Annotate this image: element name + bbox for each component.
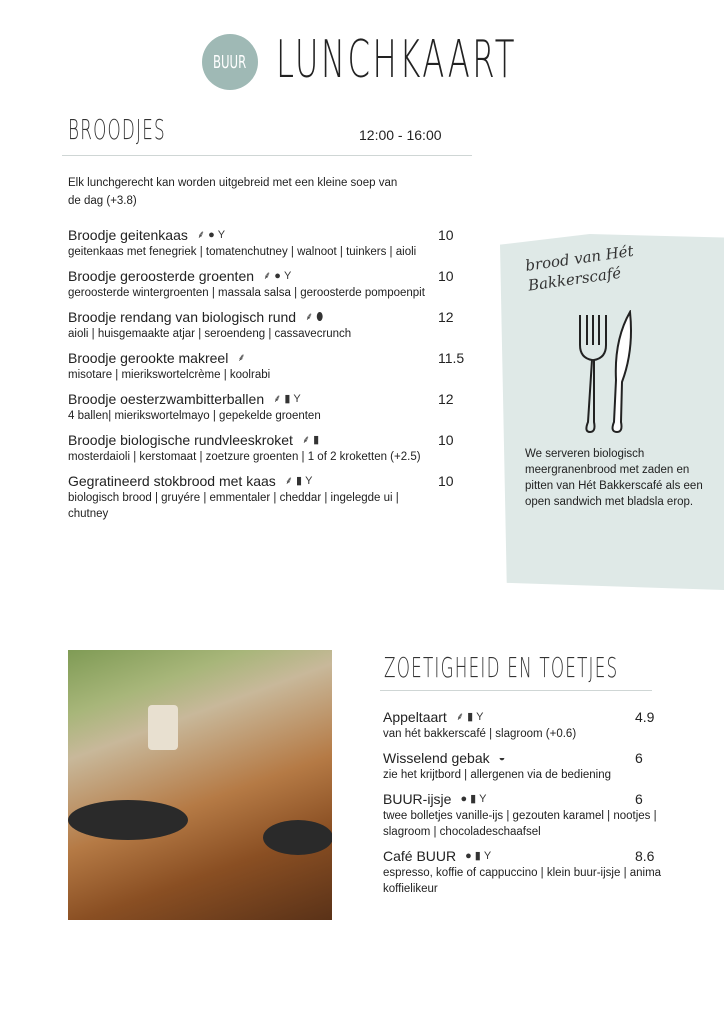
- allergen-icons: [197, 229, 225, 241]
- item-description: mosterdaioli | kerstomaat | zoetzure groenten | 1 of 2 kroketten (+2.5): [68, 451, 421, 463]
- gluten-icon: ⸙: [196, 229, 206, 241]
- item-name-row: [68, 308, 468, 326]
- item-description: zie het krijtbord | allergenen via de bediening: [383, 769, 612, 781]
- allergen-icons: [460, 793, 486, 805]
- zoetigheid-heading: ZOETIGHEID EN TOETJES: [384, 651, 619, 684]
- item-name: Café BUUR: [383, 848, 457, 864]
- allergen-icons: [456, 711, 484, 723]
- item-name: Broodje oesterzwambitterballen: [68, 391, 265, 407]
- item-name: Broodje biologische rundvleeskroket: [68, 432, 293, 448]
- gluten-icon: ⸙: [237, 352, 246, 364]
- opening-hours: 12:00 - 16:00: [359, 127, 442, 143]
- allergen-icons: [237, 352, 245, 364]
- item-description: biologisch brood | gruyére | emmentaler | cheddar | ingelegde ui | chutney: [68, 492, 399, 520]
- menu-item: [383, 790, 683, 840]
- item-description: geitenkaas met fenegriek | tomatenchutney | walnoot | tuinkers | aioli: [68, 246, 417, 258]
- item-name: BUUR-ijsje: [383, 791, 452, 807]
- item-description: aioli | huisgemaakte atjar | seroendeng | cassavecrunch: [68, 328, 352, 340]
- bread-info-text: We serveren biologisch meergranenbrood met zaden en pitten van Hét Bakkerscafé als een open sandwich met bladsla erop.: [525, 448, 703, 508]
- item-price: 8.6: [635, 848, 655, 864]
- divider: [380, 690, 652, 691]
- divider: [62, 155, 472, 156]
- item-name-row: [68, 390, 468, 408]
- item-price: 11.5: [438, 350, 465, 366]
- allergen-icons: [499, 752, 506, 764]
- celery-icon: Y: [293, 393, 301, 405]
- item-name: Broodje gerookte makreel: [68, 350, 229, 366]
- item-name: Broodje rendang van biologisch rund: [68, 309, 297, 325]
- page-title: LUNCHKAART: [276, 30, 517, 90]
- peanut-icon: ⬮: [316, 311, 324, 323]
- broodjes-list: [68, 226, 468, 529]
- item-name: Appeltaart: [383, 709, 447, 725]
- egg-icon: ◒: [498, 752, 506, 764]
- item-price: 10: [438, 432, 454, 448]
- zoet-list: [383, 708, 683, 904]
- allergen-icons: [273, 393, 301, 405]
- plate: [68, 800, 188, 840]
- item-name-row: [68, 226, 468, 244]
- item-description: van hét bakkerscafé | slagroom (+0.6): [383, 728, 577, 740]
- allergen-icons: [302, 434, 319, 446]
- item-description: misotare | mierikswortelcrème | koolrabi: [68, 369, 271, 381]
- item-name: Wisselend gebak: [383, 750, 490, 766]
- item-name: Gegratineerd stokbrood met kaas: [68, 473, 276, 489]
- milk-icon: ▮: [474, 850, 481, 862]
- item-description: 4 ballen| mierikswortelmayo | gepekelde groenten: [68, 410, 321, 422]
- celery-icon: Y: [217, 229, 226, 241]
- plate: [263, 820, 332, 855]
- item-price: 10: [438, 227, 454, 243]
- intro-text: Elk lunchgerecht kan worden uitgebreid met een kleine soep van de dag (+3.8): [68, 177, 398, 207]
- menu-item: [68, 390, 468, 424]
- menu-item: [68, 308, 468, 342]
- item-price: 10: [438, 268, 454, 284]
- item-description: geroosterde wintergroenten | massala salsa | geroosterde pompoenpit: [68, 287, 425, 299]
- cutlery-icon: [570, 310, 640, 435]
- menu-item: [68, 267, 468, 301]
- celery-icon: Y: [483, 850, 492, 862]
- handwritten-note: brood van Hét Bakkerscafé: [524, 241, 635, 295]
- item-name-row: [68, 267, 468, 285]
- celery-icon: Y: [305, 475, 313, 487]
- menu-item: [383, 708, 683, 742]
- gluten-icon: ⸙: [455, 711, 465, 723]
- nuts-icon: ●: [208, 229, 215, 241]
- item-price: 6: [635, 750, 643, 766]
- gluten-icon: ⸙: [284, 475, 294, 487]
- item-price: 4.9: [635, 709, 655, 725]
- item-name: Broodje geroosterde groenten: [68, 268, 255, 284]
- milk-icon: ▮: [284, 393, 291, 405]
- menu-item: [68, 226, 468, 260]
- milk-icon: ▮: [470, 793, 477, 805]
- item-name-row: [68, 472, 468, 490]
- milk-icon: ▮: [467, 711, 474, 723]
- glass: [148, 705, 178, 750]
- celery-icon: Y: [479, 793, 487, 805]
- celery-icon: Y: [476, 711, 484, 723]
- menu-item: [68, 431, 468, 465]
- menu-item: [383, 847, 683, 897]
- celery-icon: Y: [283, 270, 292, 282]
- allergen-icons: [305, 311, 323, 323]
- gluten-icon: ⸙: [301, 434, 311, 446]
- gluten-icon: ⸙: [263, 270, 272, 282]
- item-name-row: [68, 349, 468, 367]
- nuts-icon: ●: [274, 270, 281, 282]
- milk-icon: ▮: [296, 475, 303, 487]
- item-description: twee bolletjes vanille-ijs | gezouten karamel | nootjes | slagroom | chocoladeschaafsel: [383, 810, 657, 838]
- nuts-icon: ●: [465, 850, 472, 862]
- buur-logo: BUUR: [202, 34, 258, 90]
- milk-icon: ▮: [313, 434, 320, 446]
- item-name: Broodje geitenkaas: [68, 227, 188, 243]
- menu-item: [68, 472, 468, 522]
- food-photo: [68, 650, 332, 920]
- broodjes-heading: BROODJES: [68, 113, 166, 146]
- menu-item: [68, 349, 468, 383]
- item-price: 12: [438, 391, 454, 407]
- item-price: 6: [635, 791, 643, 807]
- allergen-icons: [465, 850, 491, 862]
- item-name-row: [68, 431, 468, 449]
- allergen-icons: [285, 475, 313, 487]
- item-price: 10: [438, 473, 454, 489]
- allergen-icons: [263, 270, 291, 282]
- item-description: espresso, koffie of cappuccino | klein buur-ijsje | anima koffielikeur: [383, 867, 662, 895]
- gluten-icon: ⸙: [273, 393, 282, 405]
- menu-item: [383, 749, 683, 783]
- gluten-icon: ⸙: [305, 311, 314, 323]
- item-price: 12: [438, 309, 454, 325]
- nuts-icon: ●: [460, 793, 468, 805]
